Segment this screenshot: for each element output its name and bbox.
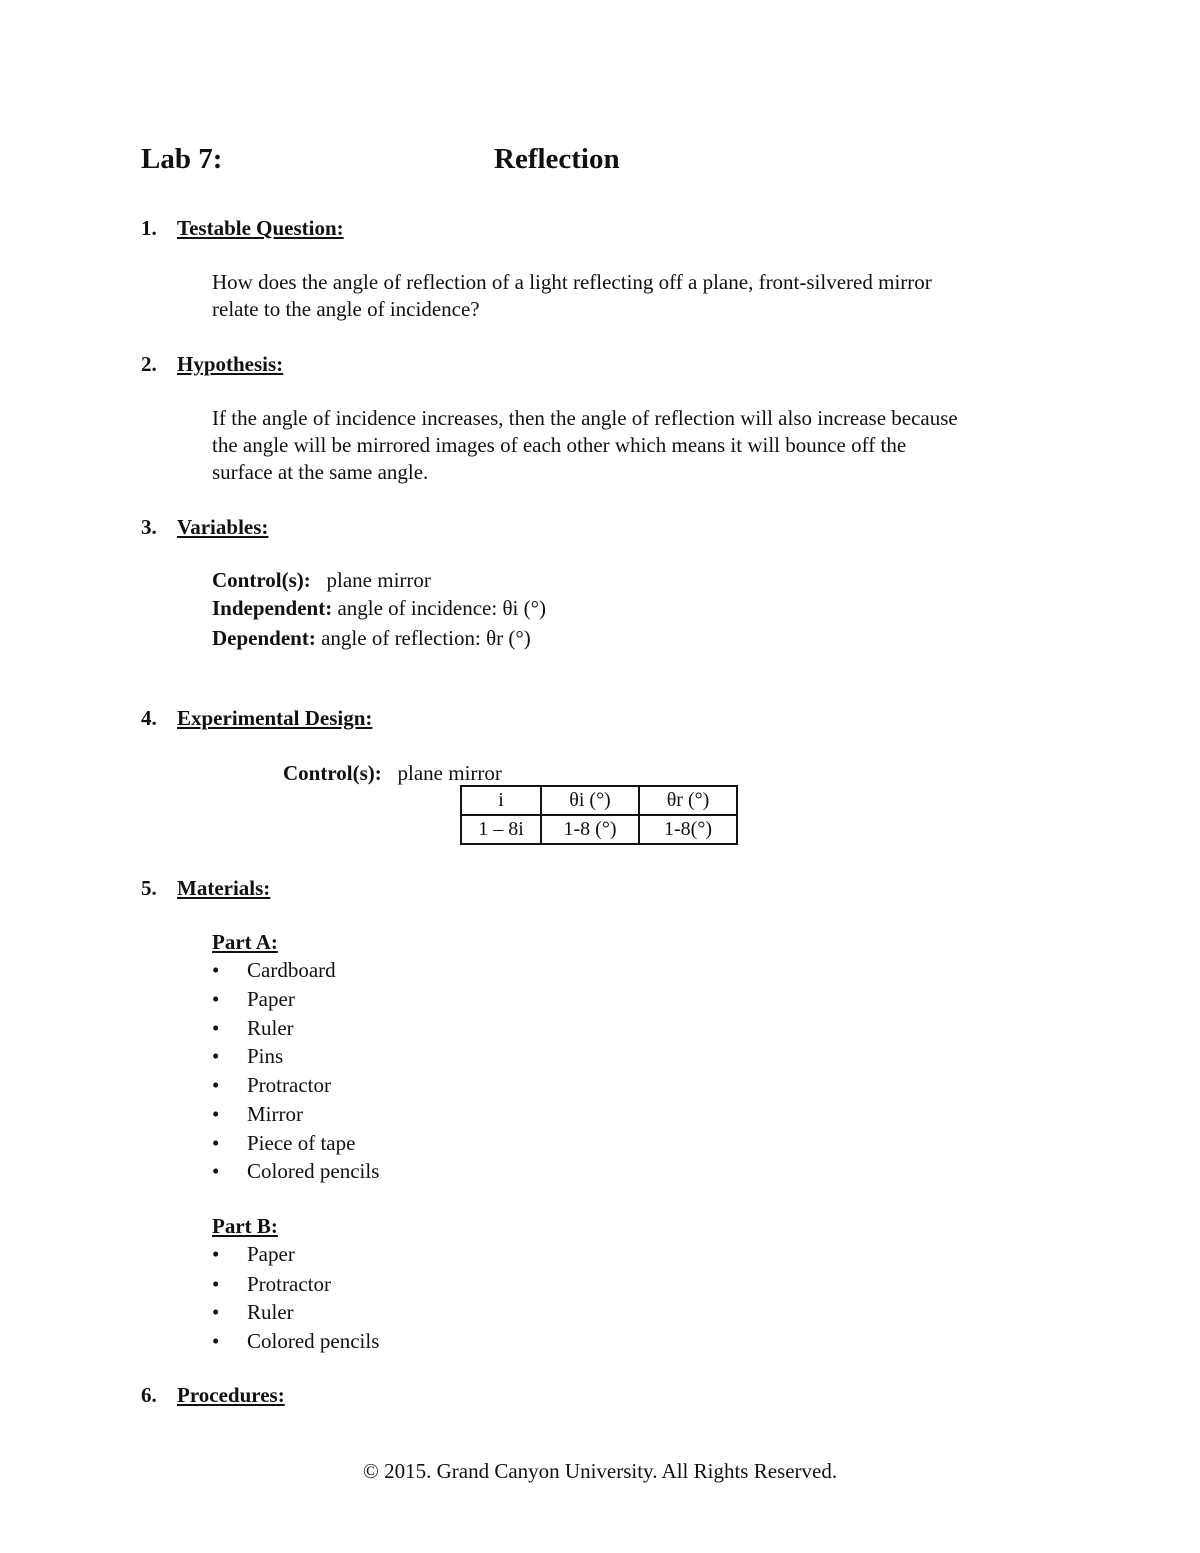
section-3-number: 3. <box>141 515 157 539</box>
list-item-text: Paper <box>247 987 295 1011</box>
independent-value: angle of incidence: θi (°) <box>337 596 546 620</box>
bullet-icon: • <box>212 1044 220 1068</box>
bullet-icon: • <box>212 1242 220 1266</box>
dependent-row <box>212 626 531 651</box>
design-control-value: plane mirror <box>397 761 502 785</box>
section-2-number: 2. <box>141 352 157 376</box>
list-item-text: Pins <box>247 1044 284 1068</box>
table-cell: 1-8 (°) <box>541 815 639 844</box>
page-title: Reflection <box>494 143 620 175</box>
list-item <box>212 1300 219 1325</box>
table-cell: 1-8(°) <box>639 815 737 844</box>
list-item-text: Protractor <box>247 1272 331 1296</box>
design-table <box>460 785 738 845</box>
part-b-label: Part B: <box>212 1214 278 1238</box>
list-item-text: Protractor <box>247 1073 331 1097</box>
list-item <box>212 1272 219 1297</box>
list-item-text: Ruler <box>247 1016 294 1040</box>
section-2-heading: Hypothesis: <box>177 352 284 376</box>
dependent-value: angle of reflection: θr (°) <box>321 626 531 650</box>
control-value: plane mirror <box>326 568 431 592</box>
section-1-number: 1. <box>141 216 157 240</box>
list-item <box>212 1131 219 1156</box>
list-item <box>212 1044 219 1069</box>
list-item <box>212 1073 219 1098</box>
list-item-text: Ruler <box>247 1300 294 1324</box>
table-cell: 1 – 8i <box>461 815 541 844</box>
part-a-label: Part A: <box>212 930 278 954</box>
design-control-row <box>283 761 502 786</box>
design-control-label: Control(s): <box>283 761 382 785</box>
independent-row <box>212 596 546 621</box>
lab-number: Lab 7: <box>141 143 223 175</box>
list-item-text: Paper <box>247 1242 295 1266</box>
bullet-icon: • <box>212 958 220 982</box>
bullet-icon: • <box>212 1131 220 1155</box>
list-item <box>212 1329 219 1354</box>
section-5-number: 5. <box>141 876 157 900</box>
bullet-icon: • <box>212 987 220 1011</box>
bullet-icon: • <box>212 1016 220 1040</box>
table-row <box>461 815 737 844</box>
bullet-icon: • <box>212 1300 220 1324</box>
section-3-heading: Variables: <box>177 515 269 539</box>
table-header-cell: i <box>461 786 541 815</box>
list-item <box>212 958 219 983</box>
section-4-heading: Experimental Design: <box>177 706 373 730</box>
bullet-icon: • <box>212 1159 220 1183</box>
list-item <box>212 987 219 1012</box>
bullet-icon: • <box>212 1102 220 1126</box>
list-item-text: Cardboard <box>247 958 336 982</box>
control-row <box>212 568 431 593</box>
section-4-number: 4. <box>141 706 157 730</box>
hypothesis-line-2: the angle will be mirrored images of each other which means it will bounce off the <box>212 433 907 457</box>
independent-label: Independent: <box>212 596 333 620</box>
hypothesis-line-3: surface at the same angle. <box>212 460 429 484</box>
bullet-icon: • <box>212 1073 220 1097</box>
question-line-2: relate to the angle of incidence? <box>212 297 480 321</box>
section-6-number: 6. <box>141 1383 157 1407</box>
list-item <box>212 1102 219 1127</box>
dependent-label: Dependent: <box>212 626 316 650</box>
table-header-row <box>461 786 737 815</box>
table-header-cell: θr (°) <box>639 786 737 815</box>
table-header-cell: θi (°) <box>541 786 639 815</box>
section-5-heading: Materials: <box>177 876 271 900</box>
list-item-text: Mirror <box>247 1102 303 1126</box>
copyright-footer: © 2015. Grand Canyon University. All Rights Reserved. <box>362 1459 838 1483</box>
question-line-1: How does the angle of reflection of a light reflecting off a plane, front-silvered mirror <box>212 270 932 294</box>
bullet-icon: • <box>212 1272 220 1296</box>
bullet-icon: • <box>212 1329 220 1353</box>
hypothesis-line-1: If the angle of incidence increases, then the angle of reflection will also increase because <box>212 406 958 430</box>
list-item <box>212 1159 219 1184</box>
section-1-heading: Testable Question: <box>177 216 344 240</box>
list-item <box>212 1016 219 1041</box>
control-label: Control(s): <box>212 568 311 592</box>
section-6-heading: Procedures: <box>177 1383 285 1407</box>
list-item-text: Colored pencils <box>247 1159 380 1183</box>
list-item-text: Piece of tape <box>247 1131 356 1155</box>
list-item-text: Colored pencils <box>247 1329 380 1353</box>
list-item <box>212 1242 219 1267</box>
